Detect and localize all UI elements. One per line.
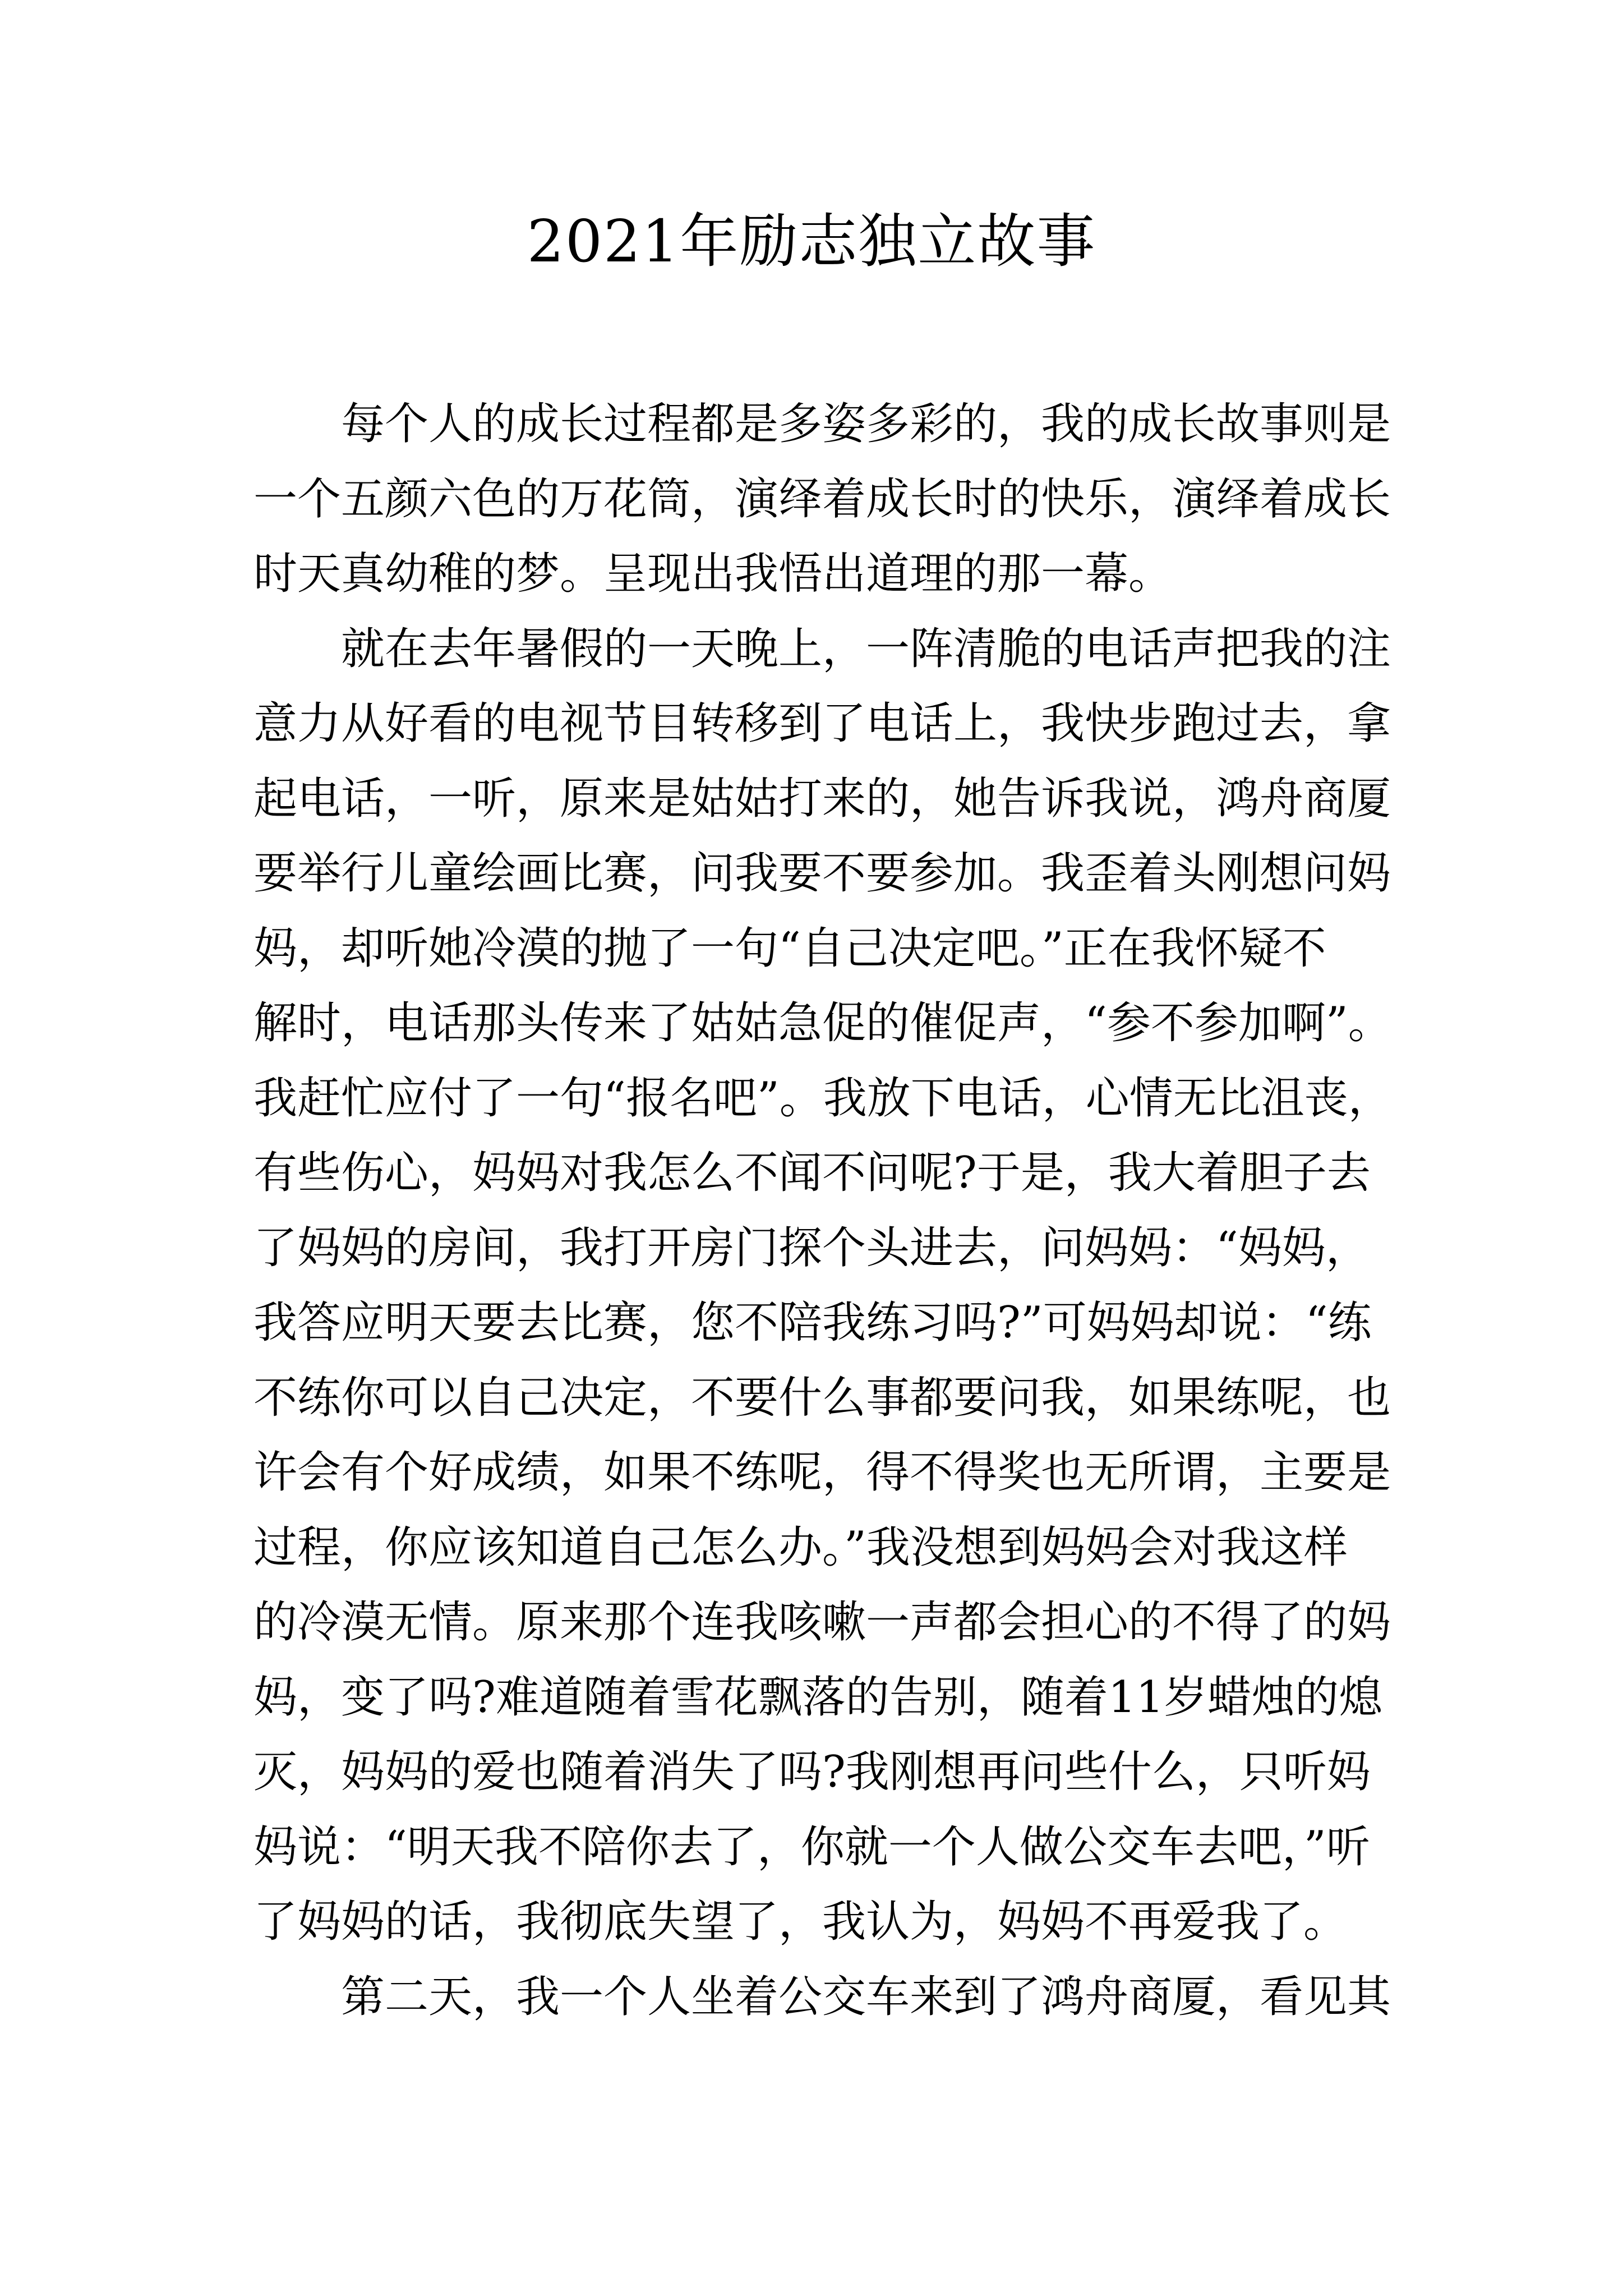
paragraph-line: 起电话，一听，原来是姑姑打来的，她告诉我说，鸿舟商厦 bbox=[253, 773, 1391, 824]
paragraph-line: 意力从好看的电视节目转移到了电话上，我快步跑过去，拿 bbox=[253, 698, 1391, 749]
paragraph-line: 的冷漠无情。原来那个连我咳嗽一声都会担心的不得了的妈 bbox=[253, 1597, 1391, 1648]
paragraph-line: 一个五颜六色的万花筒，演绎着成长时的快乐，演绎着成长 bbox=[253, 473, 1391, 524]
paragraph-line: 妈说：“明天我不陪你去了，你就一个人做公交车去吧，”听 bbox=[253, 1821, 1370, 1872]
document-body bbox=[253, 387, 1392, 2035]
paragraph-line: 许会有个好成绩，如果不练呢，得不得奖也无所谓，主要是 bbox=[253, 1447, 1391, 1498]
paragraph-line: 有些伤心，妈妈对我怎么不闻不问呢?于是，我大着胆子去 bbox=[253, 1148, 1371, 1198]
paragraph-line: 了妈妈的话，我彻底失望了，我认为，妈妈不再爱我了。 bbox=[253, 1897, 1348, 1947]
paragraph-line: 妈，变了吗?难道随着雪花飘落的告别，随着11岁蜡烛的熄 bbox=[253, 1672, 1383, 1723]
paragraph-line: 每个人的成长过程都是多姿多彩的，我的成长故事则是 bbox=[341, 399, 1391, 449]
paragraph-line: 要举行儿童绘画比赛，问我要不要参加。我歪着头刚想问妈 bbox=[253, 848, 1391, 899]
paragraph-line: 我赶忙应付了一句“报名吧”。我放下电话，心情无比沮丧， bbox=[253, 1073, 1392, 1124]
paragraph-line: 解时，电话那头传来了姑姑急促的催促声，“参不参加啊”。 bbox=[253, 998, 1392, 1048]
document-title: 2021年励志独立故事 bbox=[527, 207, 1096, 275]
paragraph-line: 不练你可以自己决定，不要什么事都要问我，如果练呢，也 bbox=[253, 1372, 1391, 1423]
paragraph-line: 我答应明天要去比赛，您不陪我练习吗?”可妈妈却说：“练 bbox=[253, 1297, 1372, 1348]
paragraph-line: 第二天，我一个人坐着公交车来到了鸿舟商厦，看见其 bbox=[341, 1971, 1391, 2022]
paragraph-line: 妈，却听她冷漠的抛了一句“自己决定吧。”正在我怀疑不 bbox=[253, 923, 1326, 974]
paragraph-line: 了妈妈的房间，我打开房门探个头进去，问妈妈：“妈妈， bbox=[253, 1222, 1370, 1273]
paragraph-line: 时天真幼稚的梦。呈现出我悟出道理的那一幕。 bbox=[253, 549, 1173, 599]
paragraph-line: 就在去年暑假的一天晚上，一阵清脆的电话声把我的注 bbox=[341, 623, 1391, 674]
paragraph-line: 灭，妈妈的爱也随着消失了吗?我刚想再问些什么，只听妈 bbox=[253, 1747, 1371, 1797]
paragraph-line: 过程，你应该知道自己怎么办。”我没想到妈妈会对我这样 bbox=[253, 1522, 1348, 1573]
